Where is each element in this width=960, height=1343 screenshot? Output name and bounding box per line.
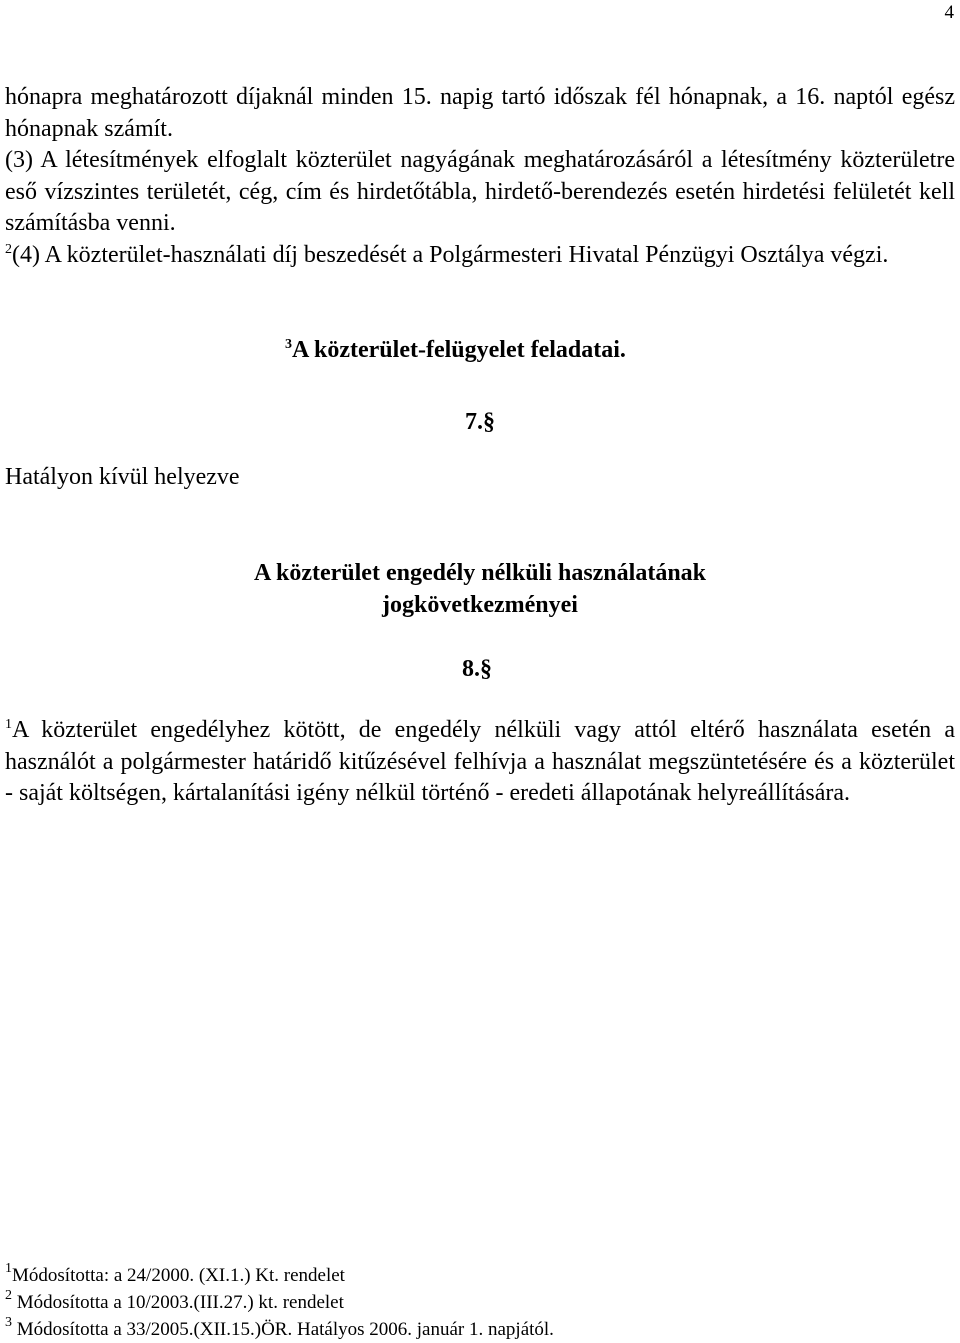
section-8-paragraph: [5, 715, 955, 810]
footnote-ref: 3: [285, 337, 292, 352]
paragraph-4-text: (4) A közterület-használati díj beszedését a Polgármesteri Hivatal Pénzügyi Osztálya végzi.: [12, 242, 889, 268]
footnote-mark: 3: [5, 1315, 12, 1330]
footnote-mark: 2: [5, 1288, 12, 1303]
footnote-1: [5, 1263, 345, 1288]
footnote-ref: 1: [5, 717, 12, 732]
footnote-2: [5, 1290, 344, 1315]
footnote-mark: 1: [5, 1261, 12, 1276]
footnote-text: Módosította a 10/2003.(III.27.) kt. rendelet: [16, 1292, 344, 1313]
section-8-text: A közterület engedélyhez kötött, de engedély nélküli vagy attól eltérő használata esetén a használót a polgármester határidő kitűzésével felhívja a használat megszüntetésére és a közterület - saját költségen, kártalanítási igény nélkül történő - eredeti állapotának helyreállítására.: [5, 717, 955, 806]
footnote-3: [5, 1317, 554, 1342]
paragraph-3: (3) A létesítmények elfoglalt közterület nagyágának meghatározásáról a létesítmény közterületre eső vízszintes területét, cég, cím és hirdetőtábla, hirdető-berendezés esetén hirdetési felületét kell számításba venni.: [5, 147, 955, 236]
section-8-title-line2: jogkövetkezményei: [382, 591, 578, 618]
page-number: 4: [944, 2, 954, 23]
section-sign: §: [483, 409, 495, 435]
section-8-number-text: 8.: [462, 656, 480, 682]
section-sign: §: [480, 656, 492, 682]
footnote-ref: 2: [5, 242, 12, 257]
section-8-title: [0, 558, 960, 621]
section-8-number: [462, 654, 492, 686]
footnote-text: Módosította a 33/2005.(XII.15.)ÖR. Hatályos 2006. január 1. napjától.: [16, 1319, 554, 1340]
section-7-number: [465, 407, 495, 439]
section-7-status: Hatályon kívül helyezve: [5, 464, 240, 490]
section-7-title-text: A közterület-felügyelet feladatai.: [292, 337, 626, 363]
paragraph-4: [5, 240, 955, 272]
footnote-text: Módosította: a 24/2000. (XI.1.) Kt. rendelet: [12, 1265, 345, 1286]
section-7-title: [285, 335, 626, 367]
continuation-paragraph: hónapra meghatározott díjaknál minden 15. napig tartó időszak fél hónapnak, a 16. naptól egész hónapnak számít.: [5, 84, 955, 142]
section-7-number-text: 7.: [465, 409, 483, 435]
section-8-title-line1: A közterület engedély nélküli használatának: [253, 560, 707, 586]
